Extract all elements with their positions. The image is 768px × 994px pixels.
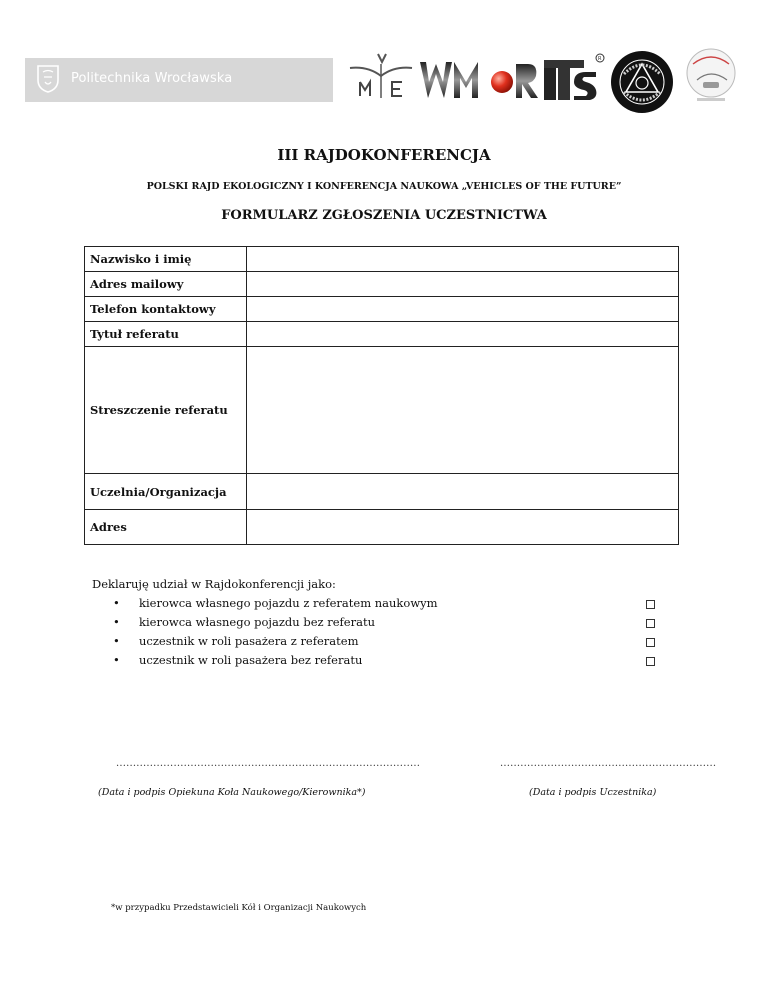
list-item: [110, 613, 655, 632]
form-row: [85, 297, 679, 322]
field-label: Uczelnia/Organizacja: [85, 474, 247, 510]
supervisor-signature-line[interactable]: ..........................................................................................: [116, 758, 421, 769]
bullet-icon: •: [113, 615, 120, 629]
pwr-shield-logo: [35, 64, 61, 94]
checkbox[interactable]: [646, 619, 655, 628]
form-row: [85, 247, 679, 272]
page-subtitle: POLSKI RAJD EKOLOGICZNY I KONFERENCJA NAUKOWA „VEHICLES OF THE FUTURE”: [146, 181, 622, 192]
field-label: Adres: [85, 510, 247, 545]
name-field[interactable]: [247, 247, 679, 272]
mte-logo: [348, 52, 414, 102]
email-field[interactable]: [247, 272, 679, 297]
abstract-field[interactable]: [247, 347, 679, 474]
form-row: [85, 347, 679, 474]
circle-club-logo: [610, 50, 674, 114]
field-label: Adres mailowy: [85, 272, 247, 297]
organization-field[interactable]: [247, 474, 679, 510]
address-field[interactable]: [247, 510, 679, 545]
option-label: kierowca własnego pojazdu bez referatu: [139, 615, 375, 629]
participant-signature-caption: (Data i podpis Uczestnika): [529, 787, 657, 798]
form-row: [85, 322, 679, 347]
form-row: [85, 474, 679, 510]
supervisor-signature-caption: (Data i podpis Opiekuna Koła Naukowego/Kierownika*): [98, 787, 366, 798]
checkbox[interactable]: [646, 638, 655, 647]
option-label: kierowca własnego pojazdu z referatem naukowym: [139, 596, 438, 610]
bullet-icon: •: [113, 596, 120, 610]
phone-field[interactable]: [247, 297, 679, 322]
checkbox[interactable]: [646, 657, 655, 666]
list-item: [110, 594, 655, 613]
footnote: *w przypadku Przedstawicieli Kół i Organizacji Naukowych: [111, 903, 367, 913]
bullet-icon: •: [113, 634, 120, 648]
page-title: III RAJDOKONFERENCJA: [277, 146, 491, 164]
form-title: FORMULARZ ZGŁOSZENIA UCZESTNICTWA: [221, 208, 547, 223]
field-label: Tytuł referatu: [85, 322, 247, 347]
list-item: [110, 651, 655, 670]
option-label: uczestnik w roli pasażera bez referatu: [139, 653, 363, 667]
participation-options: [110, 594, 655, 670]
field-label: Nazwisko i imię: [85, 247, 247, 272]
field-label: Telefon kontaktowy: [85, 297, 247, 322]
option-label: uczestnik w roli pasażera z referatem: [139, 634, 359, 648]
its-logo: [540, 52, 606, 104]
paper-title-field[interactable]: [247, 322, 679, 347]
registration-form-table: [84, 246, 679, 545]
university-name: Politechnika Wrocławska: [71, 71, 233, 86]
svg-text:R: R: [598, 56, 602, 62]
university-banner: [25, 58, 333, 102]
declaration-intro: Deklaruję udział w Rajdokonferencji jako:: [92, 577, 336, 591]
wmr-logo: [418, 58, 540, 102]
form-row: [85, 272, 679, 297]
checkbox[interactable]: [646, 600, 655, 609]
form-row: [85, 510, 679, 545]
rally-logo: [683, 46, 739, 104]
field-label: Streszczenie referatu: [85, 347, 247, 474]
participant-signature-line[interactable]: ................................................................: [500, 758, 717, 769]
list-item: [110, 632, 655, 651]
bullet-icon: •: [113, 653, 120, 667]
